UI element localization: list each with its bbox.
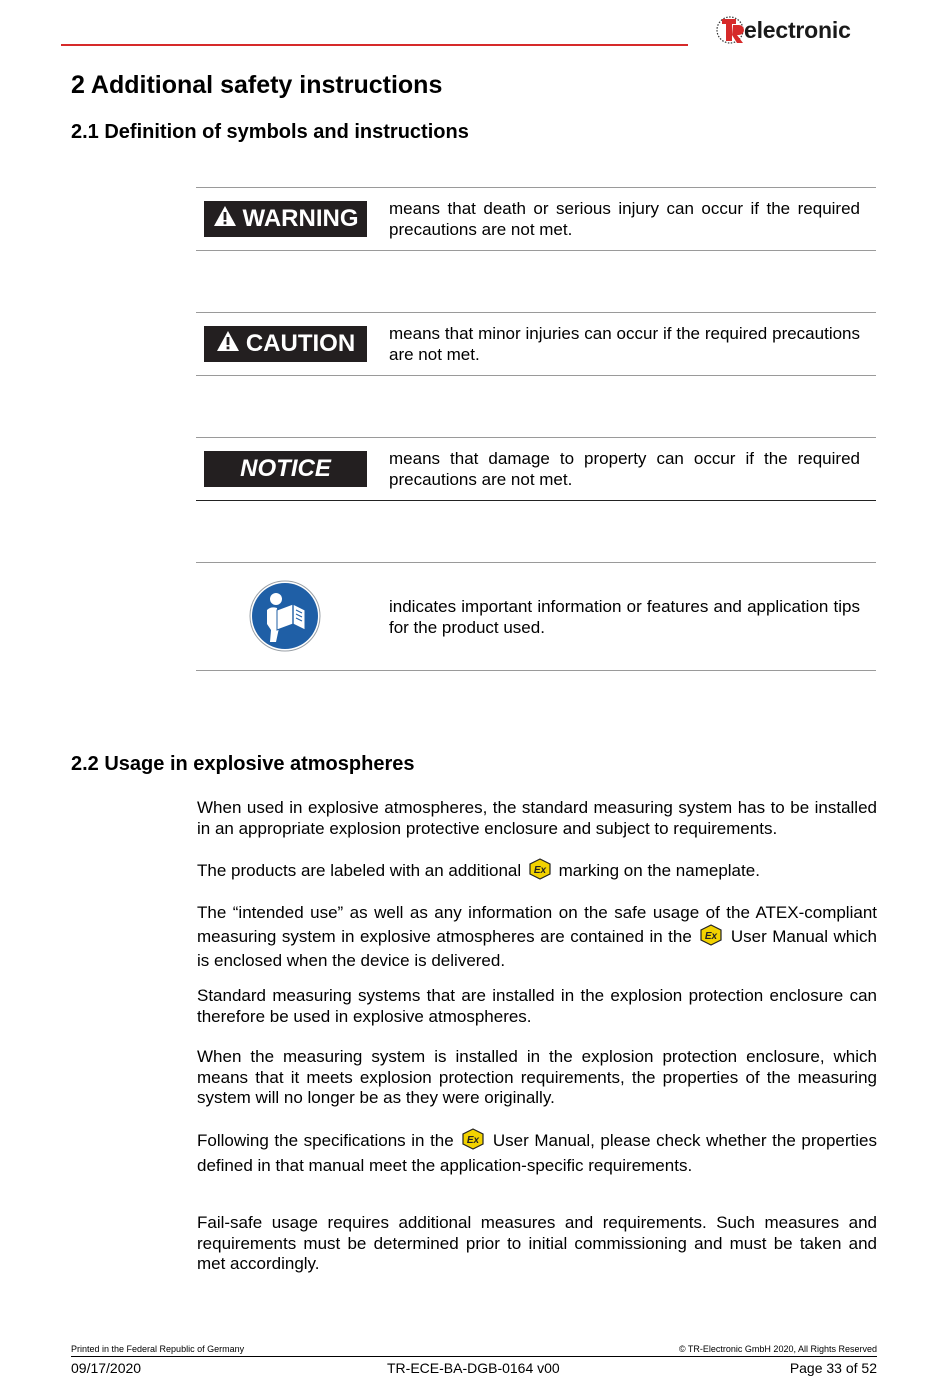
- svg-text:Ex: Ex: [467, 1135, 480, 1146]
- section-heading: 2 Additional safety instructions: [71, 71, 443, 99]
- ex-marking-icon: [528, 858, 552, 886]
- caution-signal: [204, 326, 367, 362]
- company-logo: [716, 12, 876, 48]
- warning-triangle-icon: [213, 205, 237, 234]
- info-description: indicates important information or features and application tips for the product used.: [389, 597, 860, 637]
- caution-label: CAUTION: [245, 330, 356, 357]
- footer-page-number: Page 33 of 52: [789, 1360, 877, 1376]
- paragraph: Fail-safe usage requires additional measures and requirements. Such measures and requirements must be determined prior to initial commissioning and must be taken and met accordingly.: [197, 1213, 877, 1273]
- subsection-heading: 2.1 Definition of symbols and instructions: [71, 121, 469, 143]
- table-rule: [196, 562, 876, 563]
- footer-rule: [71, 1356, 877, 1357]
- paragraph-text: Following the specifications in the: [197, 1131, 454, 1150]
- notice-label: NOTICE: [240, 455, 331, 482]
- ex-marking-icon: [699, 924, 723, 952]
- header-rule: [61, 44, 688, 46]
- notice-description: means that damage to property can occur if the required precautions are not met.: [389, 449, 860, 489]
- paragraph-text: marking on the nameplate.: [558, 861, 760, 880]
- notice-signal: [204, 451, 367, 487]
- table-rule: [196, 250, 876, 251]
- paragraph-text: User Manual which is enclosed when the device is delivered.: [197, 926, 877, 970]
- table-rule: [196, 375, 876, 376]
- table-rule: [196, 500, 876, 501]
- table-rule: [196, 670, 876, 671]
- svg-text:Ex: Ex: [533, 865, 547, 876]
- footer-doc-id: TR-ECE-BA-DGB-0164 v00: [387, 1360, 560, 1376]
- subsection-heading: 2.2 Usage in explosive atmospheres: [71, 753, 415, 775]
- paragraph: [197, 903, 877, 972]
- warning-triangle-icon: [216, 330, 240, 359]
- warning-description: means that death or serious injury can occur if the required precautions are not met.: [389, 199, 860, 239]
- paragraph-text: The products are labeled with an additional: [197, 861, 522, 880]
- svg-text:Ex: Ex: [705, 930, 718, 942]
- logo-text: electronic: [744, 16, 851, 43]
- warning-label: WARNING: [242, 205, 359, 232]
- paragraph: When the measuring system is installed in the explosion protection enclosure, which means that it meets explosion protection requirements, the properties of the measuring system will no longer be as they were originally.: [197, 1047, 877, 1107]
- footer-copyright: © TR-Electronic GmbH 2020, All Rights Reserved: [678, 1344, 877, 1354]
- ex-marking-icon: [461, 1128, 485, 1156]
- table-rule: [196, 312, 876, 313]
- paragraph: [197, 858, 877, 886]
- paragraph: [197, 1128, 877, 1176]
- table-rule: [196, 437, 876, 438]
- tr-logo-mark: [716, 13, 746, 47]
- paragraph-text: The “intended use” as well as any information on the safe usage of the ATEX-compliant measuring system in explosive atmospheres are contained in the: [197, 903, 877, 946]
- table-rule: [196, 187, 876, 188]
- footer-date: 09/17/2020: [71, 1360, 142, 1376]
- paragraph-text: User Manual, please check whether the properties defined in that manual meet the application-specific requirements.: [197, 1131, 877, 1175]
- paragraph: Standard measuring systems that are installed in the explosion protection enclosure can therefore be used in explosive atmospheres.: [197, 986, 877, 1026]
- footer-printed: Printed in the Federal Republic of Germany: [71, 1344, 245, 1354]
- warning-signal: [204, 201, 367, 237]
- read-manual-icon: [249, 580, 321, 652]
- paragraph: When used in explosive atmospheres, the standard measuring system has to be installed in an appropriate explosion protective enclosure and subject to requirements.: [197, 798, 877, 838]
- caution-description: means that minor injuries can occur if the required precautions are not met.: [389, 324, 860, 364]
